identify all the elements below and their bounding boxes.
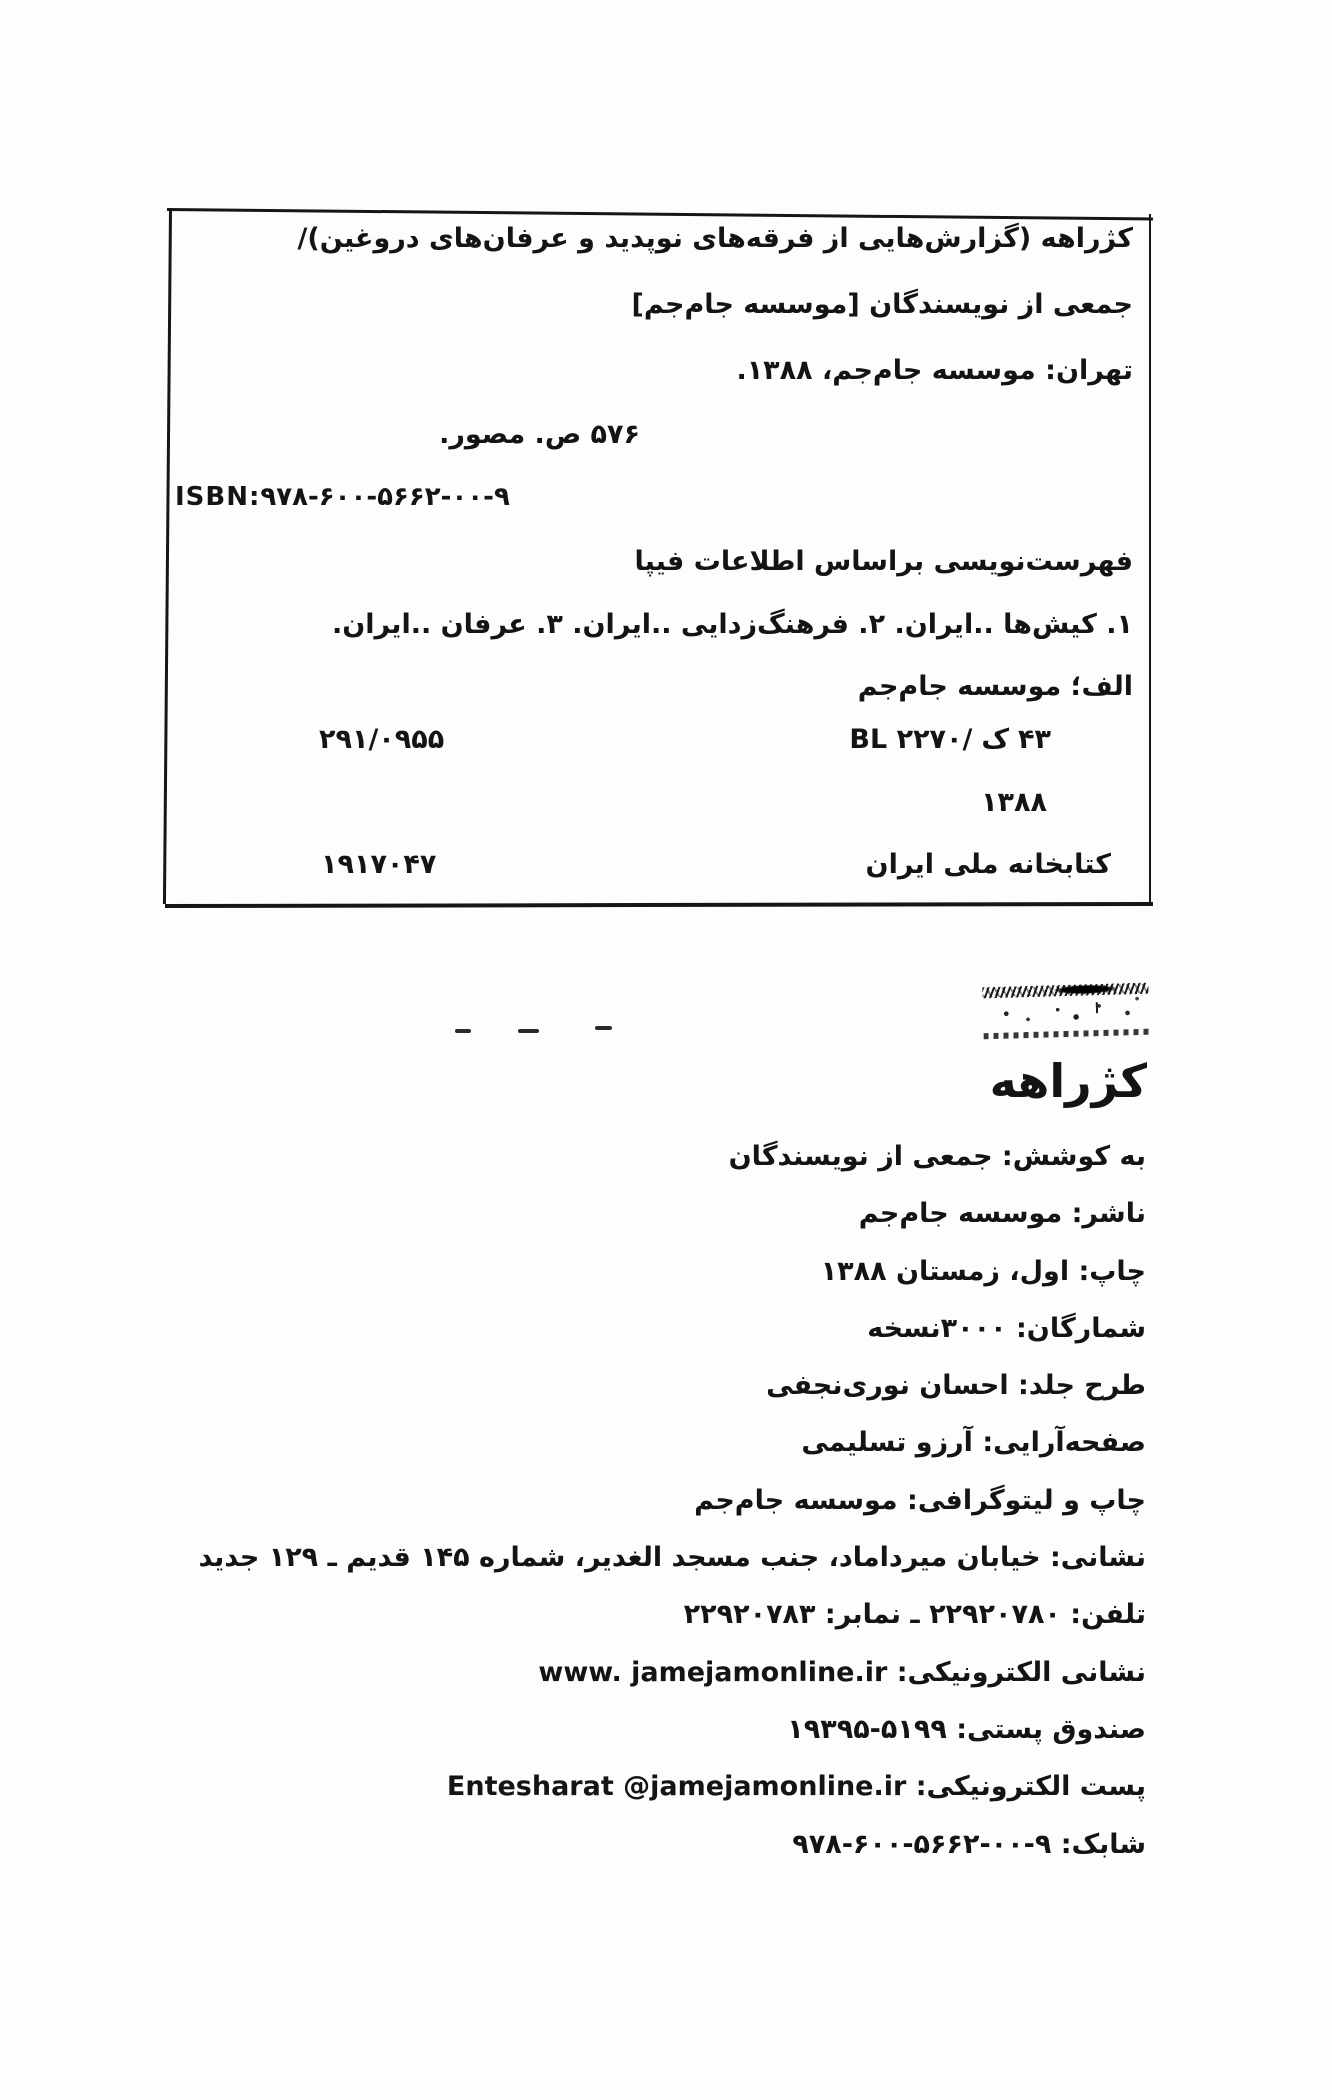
pen-dash [595,1026,612,1030]
pen-dash [455,1029,471,1033]
colophon-line-address: نشانی: خیابان میرداماد، جنب مسجد الغدیر، شماره ۱۴۵ قدیم ـ ۱۲۹ جدید [198,1542,1146,1574]
colophon-line-isbn: شابک: ۹۷۸‎-‎۶۰۰‎-‎۵۶۶۲‎-‎۰۰‎-‎۹ [792,1828,1146,1860]
colophon-line-publisher: ناشر: موسسه جام‌جم [858,1198,1146,1230]
colophon-line-editor: به کوشش: جمعی از نویسندگان [728,1141,1146,1172]
library-stamp-smudge [982,983,1149,1040]
cip-call-number [849,723,1051,757]
colophon-line-cover-design: طرح جلد: احسان نوری‌نجفی [766,1370,1146,1402]
colophon-line-po-box: صندوق پستی: ۱۹۳۹۵‎-‎۵۱۹۹ [787,1713,1146,1745]
cip-subjects-line: ۱. کیش‌ها ..ایران. ۲. فرهنگ‌زدایی ..ایران. ۳. عرفان ..ایران. [331,609,1133,640]
cip-imprint-line: تهران: موسسه جام‌جم، ۱۳۸۸. [736,355,1133,386]
colophon-line-layout: صفحه‌آرایی: آرزو تسلیمی [801,1427,1146,1459]
cip-added-entry-line: الف؛ موسسه جام‌جم [857,671,1133,702]
cip-dewey-number: ۲۹۱/۰۹۵۵ [319,724,445,755]
cip-box [169,208,1151,905]
colophon-line-phone-fax: تلفن: ۲۲۹۲۰۷۸۰ ـ نمابر: ۲۲۹۲۰۷۸۳ [683,1599,1146,1631]
cip-isbn-line: ISBN:۹۷۸-۶۰۰-۵۶۶۲-۰۰-۹ [175,482,510,512]
call-number-class: BL ۲۲۷۰/ [849,724,973,755]
colophon-line-website: نشانی الکترونیکی: www. jamejamonline.ir [538,1656,1146,1688]
cip-statement-line: جمعی از نویسندگان [موسسه جام‌جم] [631,289,1133,320]
pen-dash [518,1029,539,1033]
colophon-line-print-run: شمارگان: ۳۰۰۰نسخه [867,1312,1146,1344]
book-title: کژراهه [989,1054,1147,1108]
colophon-line-lithography: چاپ و لیتوگرافی: موسسه جام‌جم [694,1484,1146,1516]
cip-box-border-left [163,210,172,904]
colophon-line-email: پست الکترونیکی: Entesharat @jamejamonline.ir [446,1771,1146,1803]
call-number-cutter-digits: ۴۳ [1018,724,1051,755]
cip-cataloging-note: فهرست‌نویسی براساس اطلاعات فیپا [634,546,1133,577]
cip-title-line: کژراهه (گزارش‌هایی از فرقه‌های نوپدید و عرفان‌های دروغین)/ [297,223,1133,254]
cip-box-border-top [167,208,1153,220]
call-number-cutter-letter: ک [981,724,1010,755]
cip-national-library: کتابخانه ملی ایران [865,849,1111,880]
colophon-block [198,1128,1146,1873]
cip-box-border-right [1149,214,1152,905]
cip-year: ۱۳۸۸ [981,787,1047,818]
cip-box-border-bottom [165,901,1153,907]
colophon-line-edition: چاپ: اول، زمستان ۱۳۸۸ [820,1255,1146,1287]
cip-collation-line: ۵۷۶ ص. مصور. [439,419,640,450]
cip-bibliography-number: ۱۹۱۷۰۴۷ [321,849,437,880]
